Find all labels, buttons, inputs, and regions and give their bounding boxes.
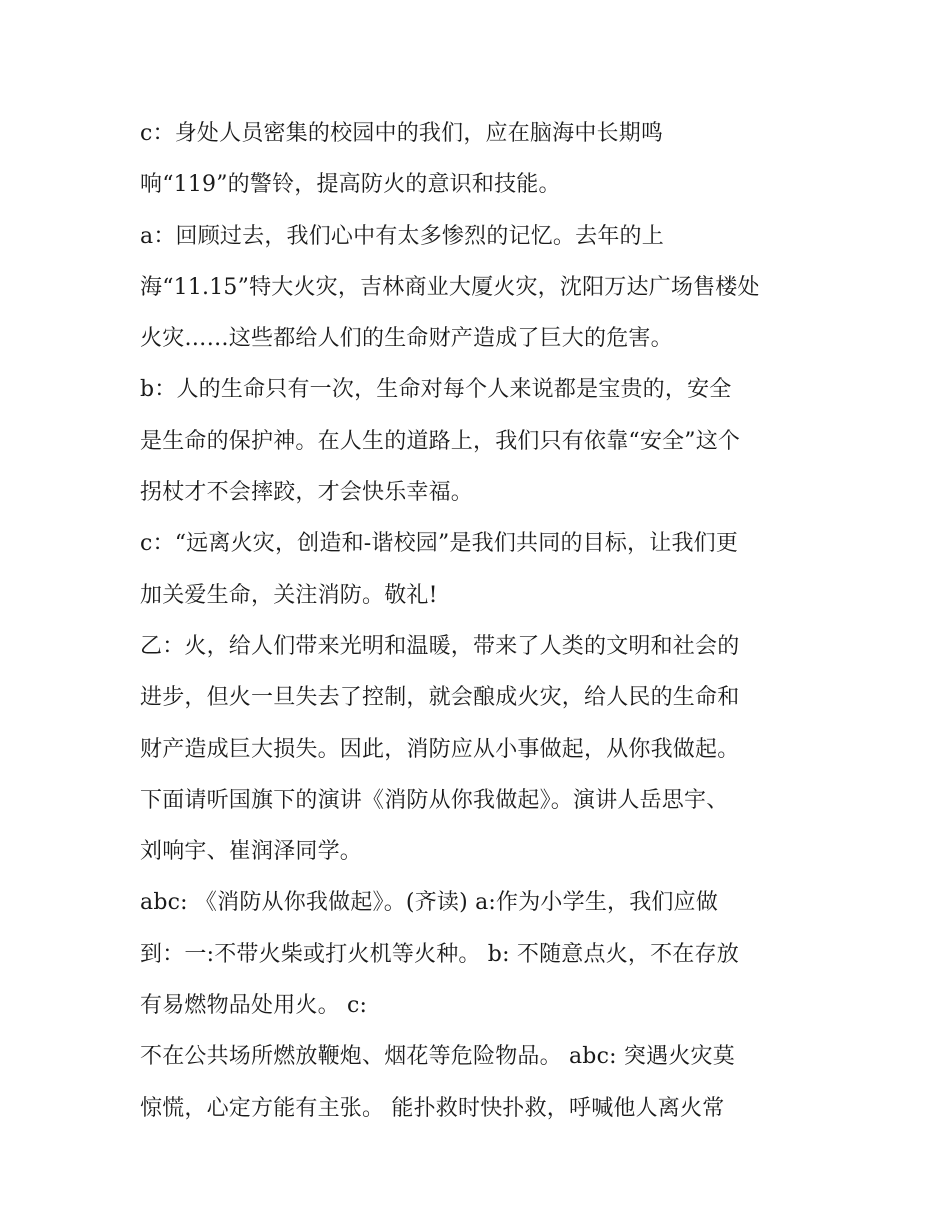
text-line: 刘响宇、崔润泽同学。 bbox=[140, 839, 363, 865]
text-line: 惊慌，心定方能有主张。 能扑救时快扑救，呼喊他人离火常 bbox=[140, 1095, 725, 1121]
text-line: b：人的生命只有一次，生命对每个人来说都是宝贵的，安全 bbox=[140, 377, 732, 403]
text-line: 拐杖才不会摔跤，才会快乐幸福。 bbox=[140, 480, 474, 506]
text-line: a：回顾过去，我们心中有太多惨烈的记忆。去年的上 bbox=[140, 223, 664, 249]
text-line: 有易燃物品处用火。 c: bbox=[140, 993, 368, 1019]
text-line: 到：一:不带火柴或打火机等火种。 b: 不随意点火，不在存放 bbox=[140, 941, 739, 967]
text-line: c：“远离火灾，创造和-谐校园”是我们共同的目标，让我们更 bbox=[140, 531, 739, 557]
text-line: abc: 《消防从你我做起》。(齐读) a:作为小学生，我们应做 bbox=[140, 890, 719, 916]
text-line: 加关爱生命，关注消防。敬礼! bbox=[140, 582, 438, 608]
document-body bbox=[140, 108, 820, 1134]
text-line: 下面请听国旗下的演讲《消防从你我做起》。演讲人岳思宇、 bbox=[140, 787, 729, 813]
text-line: 海“11.15”特大火灾，吉林商业大厦火灾，沈阳万达广场售楼处 bbox=[140, 274, 760, 300]
text-line: 火灾……这些都给人们的生命财产造成了巨大的危害。 bbox=[140, 326, 673, 352]
text-line: 财产造成巨大损失。因此，消防应从小事做起，从你我做起。 bbox=[140, 736, 740, 762]
text-line: 进步，但火一旦失去了控制，就会酿成火灾，给人民的生命和 bbox=[140, 685, 740, 711]
text-line: 是生命的保护神。在人生的道路上，我们只有依靠“安全”这个 bbox=[140, 428, 741, 454]
text-line: c：身处人员密集的校园中的我们，应在脑海中长期鸣 bbox=[140, 121, 664, 146]
text-line: 不在公共场所燃放鞭炮、烟花等危险物品。 abc: 突遇火灾莫 bbox=[140, 1044, 735, 1070]
text-line: 响“119”的警铃，提高防火的意识和技能。 bbox=[140, 172, 561, 198]
text-line: 乙：火，给人们带来光明和温暖，带来了人类的文明和社会的 bbox=[140, 633, 740, 659]
